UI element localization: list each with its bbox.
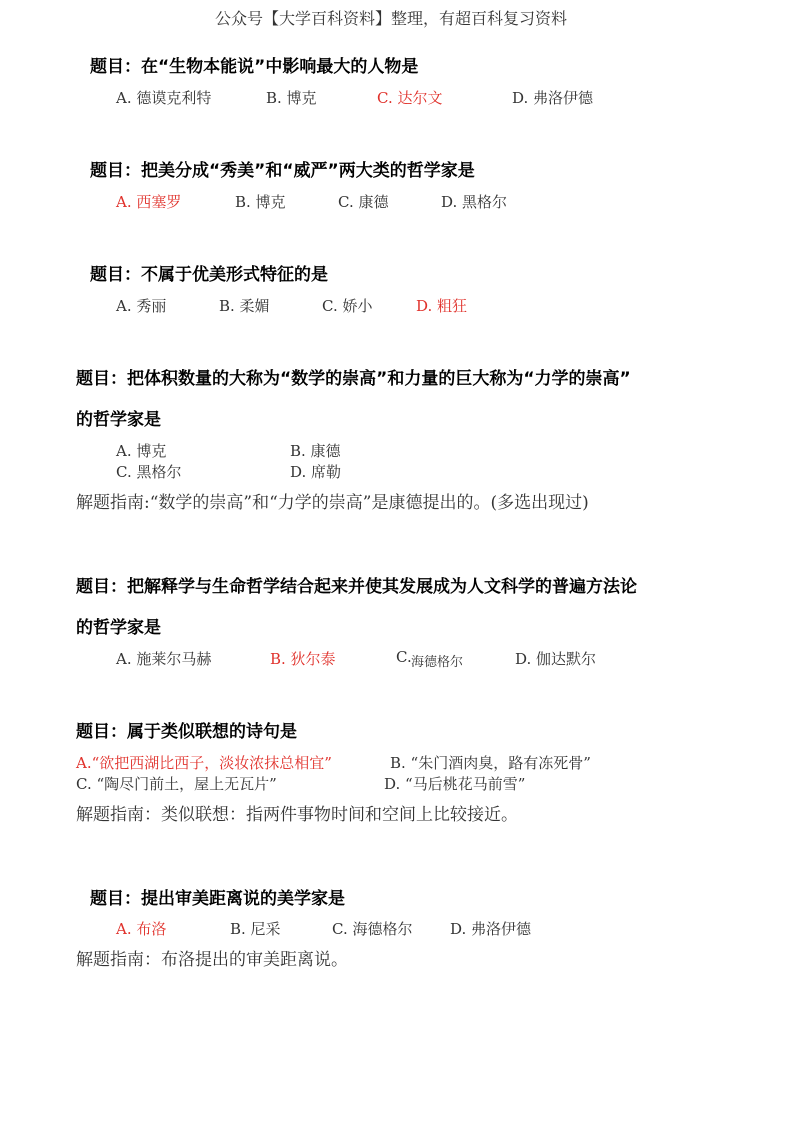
q3-option-c: C. 娇小 xyxy=(322,297,373,315)
q1-option-c: C. 达尔文 xyxy=(377,89,443,107)
q3-option-d: D. 粗狂 xyxy=(416,297,468,315)
q5-option-b: B. 狄尔泰 xyxy=(270,650,336,668)
q1-option-a: A. 德谟克利特 xyxy=(116,89,212,107)
q3-option-a: A. 秀丽 xyxy=(116,297,167,315)
question-2-title: 题目：把美分成“秀美”和“威严”两大类的哲学家是 xyxy=(90,161,475,181)
question-3-title: 题目：不属于优美形式特征的是 xyxy=(90,265,328,285)
q2-option-c: C. 康德 xyxy=(338,193,389,211)
q7-hint: 解题指南：布洛提出的审美距离说。 xyxy=(76,950,348,970)
question-5-title-line1: 题目：把解释学与生命哲学结合起来并使其发展成为人文科学的普遍方法论 xyxy=(76,577,637,597)
question-4-title-line1: 题目：把体积数量的大称为“数学的崇高”和力量的巨大称为“力学的崇高” xyxy=(76,369,631,389)
question-7-title: 题目：提出审美距离说的美学家是 xyxy=(90,889,345,909)
q1-option-b: B. 博克 xyxy=(266,89,317,107)
q5-option-d: D. 伽达默尔 xyxy=(515,650,597,668)
q7-option-b: B. 尼采 xyxy=(230,920,281,938)
question-5-title-line2: 的哲学家是 xyxy=(76,618,161,638)
q5-option-c-text: 海德格尔 xyxy=(411,655,464,670)
q6-option-c: C. “陶尽门前土，屋上无瓦片” xyxy=(76,775,277,793)
q4-option-c: C. 黑格尔 xyxy=(116,463,182,481)
question-6-title: 题目：属于类似联想的诗句是 xyxy=(76,722,297,742)
q7-option-a: A. 布洛 xyxy=(116,920,167,938)
q2-option-b: B. 博克 xyxy=(235,193,286,211)
q6-option-a: A.“欲把西湖比西子，淡妆浓抹总相宜” xyxy=(76,754,332,772)
q6-hint: 解题指南：类似联想：指两件事物时间和空间上比较接近。 xyxy=(76,805,518,825)
q6-option-b: B. “朱门酒肉臭，路有冻死骨” xyxy=(390,754,591,772)
question-1-title: 题目：在“生物本能说”中影响最大的人物是 xyxy=(90,57,419,77)
q7-option-c: C. 海德格尔 xyxy=(332,920,413,938)
page-header: 公众号【大学百科资料】整理，有超百科复习资料 xyxy=(215,9,568,28)
q7-option-d: D. 弗洛伊德 xyxy=(450,920,532,938)
q4-option-b: B. 康德 xyxy=(290,442,341,460)
question-4-title-line2: 的哲学家是 xyxy=(76,410,161,430)
q6-option-d: D. “马后桃花马前雪” xyxy=(384,775,526,793)
q2-option-d: D. 黑格尔 xyxy=(441,193,508,211)
q4-hint: 解题指南:“数学的崇高”和“力学的崇高”是康德提出的。(多选出现过) xyxy=(76,493,589,513)
q3-option-b: B. 柔媚 xyxy=(219,297,270,315)
q5-option-a: A. 施莱尔马赫 xyxy=(116,650,212,668)
q4-option-d: D. 席勒 xyxy=(290,463,342,481)
q5-option-c-letter: C. xyxy=(396,648,412,666)
q4-option-a: A. 博克 xyxy=(116,442,167,460)
q1-option-d: D. 弗洛伊德 xyxy=(512,89,594,107)
q2-option-a: A. 西塞罗 xyxy=(116,193,182,211)
